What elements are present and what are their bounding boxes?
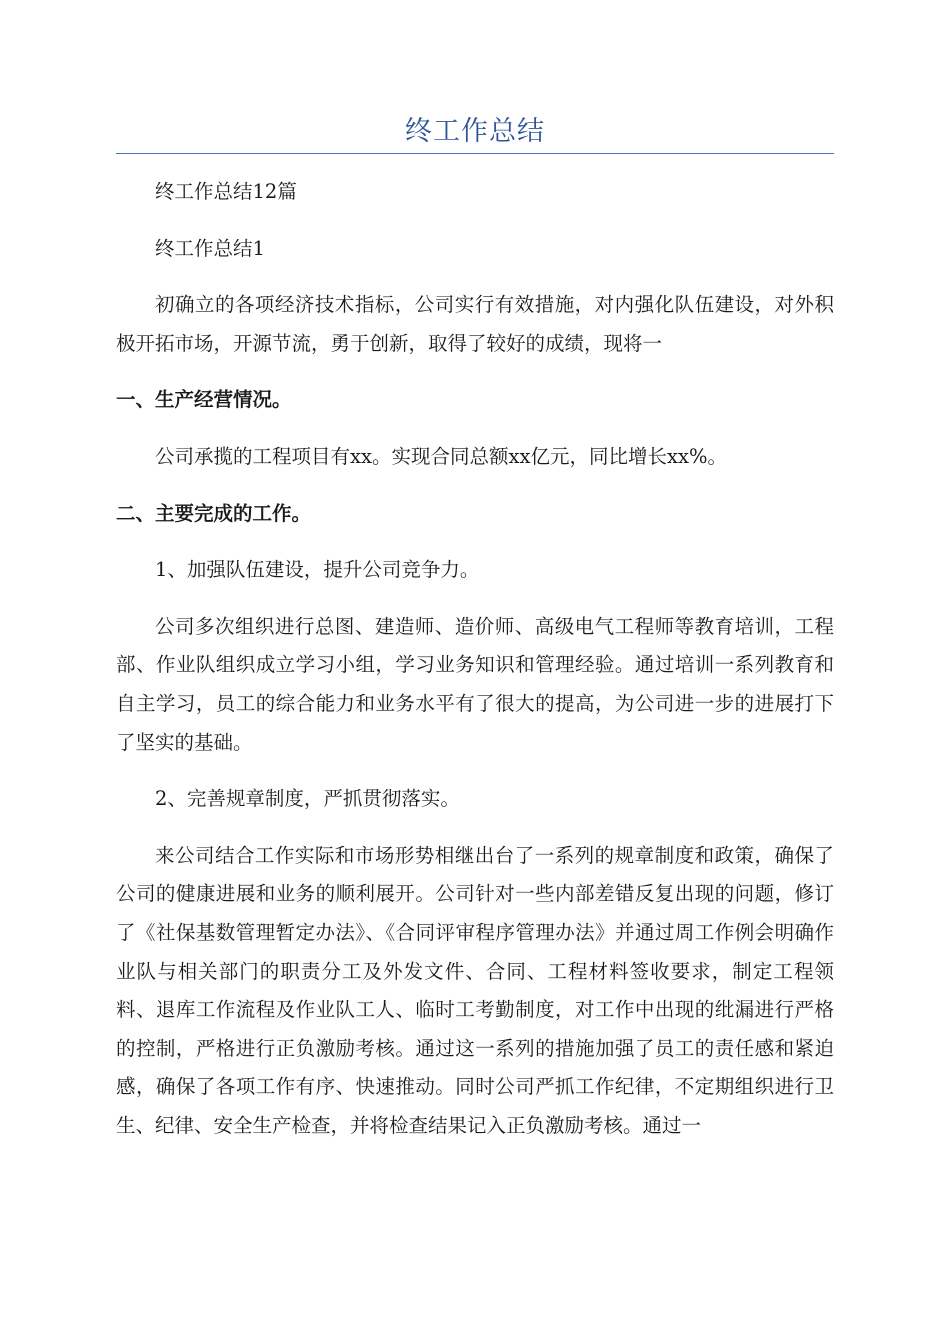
title-underline: [116, 153, 834, 154]
paragraph-subtitle: 终工作总结12篇: [155, 180, 297, 203]
document-body: [116, 173, 834, 1163]
paragraph-rules: 来公司结合工作实际和市场形势相继出台了一系列的规章制度和政策，确保了公司的健康进展和业务的顺利展开。公司针对一些内部差错反复出现的问题，修订了《社保基数管理暂定办法》、《合同评审程序管理办法》并通过周工作例会明确作业队与相关部门的职责分工及外发文件、合同、工程材料签收要求，制定工程领料、退库工作流程及作业队工人、临时工考勤制度，对工作中出现的纰漏进行严格的控制，严格进行正负激励考核。通过这一系列的措施加强了员工的责任感和紧迫感，确保了各项工作有序、快速推动。同时公司严抓工作纪律，不定期组织进行卫生、纪律、安全生产检查，并将检查结果记入正负激励考核。通过一: [116, 843, 834, 1137]
heading-production: 一、生产经营情况。: [116, 388, 292, 412]
paragraph-production: 公司承揽的工程项目有xx。实现合同总额xx亿元，同比增长xx%。: [155, 444, 728, 468]
paragraph-training: 公司多次组织进行总图、建造师、造价师、高级电气工程师等教育培训，工程部、作业队组织成立学习小组，学习业务知识和管理经验。通过培训一系列教育和自主学习，员工的综合能力和业务水平有了很大的提高，为公司进一步的进展打下了坚实的基础。: [116, 614, 834, 754]
heading-main-work: 二、主要完成的工作。: [116, 501, 312, 525]
paragraph-intro: 初确立的各项经济技术指标，公司实行有效措施，对内强化队伍建设，对外积极开拓市场，开源节流，勇于创新，取得了较好的成绩，现将一: [116, 293, 834, 355]
paragraph-item-1: 1、加强队伍建设，提升公司竞争力。: [155, 558, 480, 582]
paragraph-item-2: 2、完善规章制度，严抓贯彻落实。: [155, 787, 460, 811]
document-title: 终工作总结: [405, 116, 545, 147]
paragraph-section-label: 终工作总结1: [155, 236, 265, 260]
